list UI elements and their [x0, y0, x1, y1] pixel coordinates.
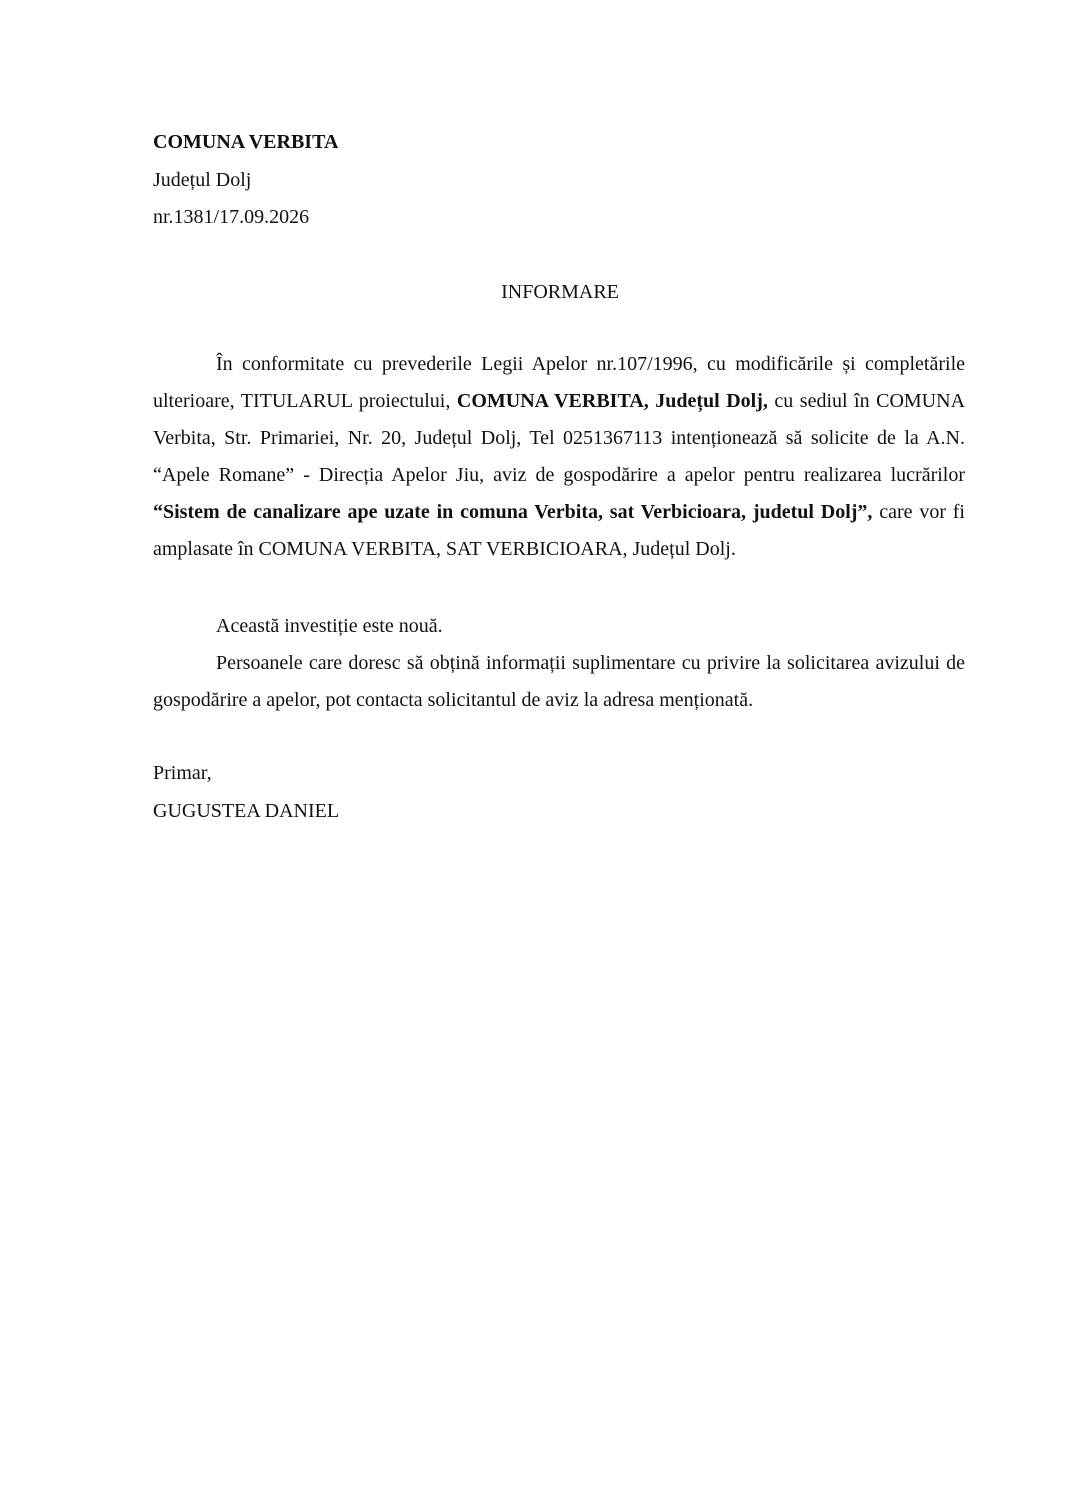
county-name: Județul Dolj — [153, 169, 252, 191]
project-name: “Sistem de canalizare ape uzate in comuna Verbita, sat Verbicioara, judetul Dolj”, — [153, 501, 873, 523]
document-title: INFORMARE — [501, 281, 619, 303]
signature-role: Primar, — [153, 762, 212, 784]
paragraph-main-part3: care vor fi amplasate în COMUNA VERBITA, SAT VERBICIOARA, Județul Dolj. — [153, 501, 965, 560]
org-name: COMUNA VERBITA — [153, 131, 339, 153]
paragraph-main-part1: În conformitate cu prevederile Legii Apelor nr.107/1996, cu modificările și completările ulterioare, TITULARUL proiectului, — [153, 353, 965, 412]
signature-name: GUGUSTEA DANIEL — [153, 800, 340, 822]
registration-number: nr.1381/17.09.2026 — [153, 206, 310, 228]
paragraph-main-part2: cu sediul în COMUNA Verbita, Str. Primariei, Nr. 20, Județul Dolj, Tel 0251367113 intenționează să solicite de la A.N. “Apele Romane” - Direcția Apelor Jiu, aviz de gospodărire a apelor pentru realizarea lucrărilor — [153, 390, 966, 486]
paragraph-contact: Persoanele care doresc să obțină informații suplimentare cu privire la solicitarea avizului de gospodărire a apelor, pot contacta solicitantul de aviz la adresa menționată. — [153, 652, 965, 711]
paragraph-investment: Această investiție este nouă. — [216, 615, 443, 637]
paragraph-main — [153, 346, 965, 568]
applicant-name: COMUNA VERBITA, Județul Dolj, — [456, 390, 768, 412]
